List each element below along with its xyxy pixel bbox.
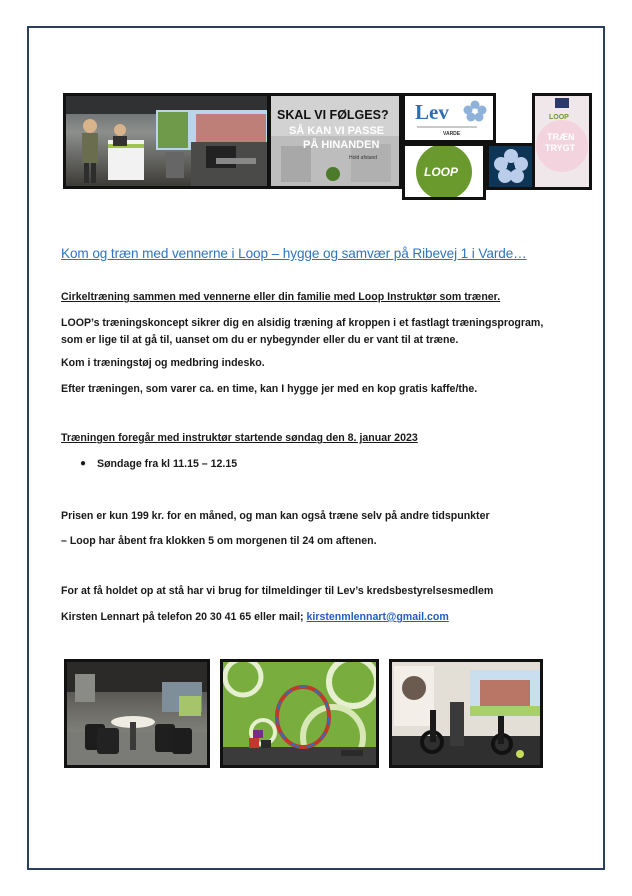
skal-vi-foelges-poster: [268, 93, 402, 189]
skal-line3: PÅ HINANDEN: [303, 139, 380, 151]
lev-subline: [417, 126, 477, 128]
cafe-area-photo: [64, 659, 210, 768]
concept-line-1: LOOP’s træningskoncept sikrer dig en alsidig træning af kroppen i et fastlagt træningsprogram,: [61, 317, 544, 329]
contact-text: Kirsten Lennart på telefon 20 30 41 65 eller mail;: [61, 611, 307, 623]
traen-brand: LOOP: [549, 114, 569, 121]
bikes-photo: [389, 659, 543, 768]
start-date-line: Træningen foregår med instruktør startende søndag den 8. januar 2023: [61, 432, 418, 444]
clothing-line: Kom i træningstøj og medbring indesko.: [61, 357, 265, 369]
traen-line2: TRYGT: [545, 143, 576, 153]
page-title: Kom og træn med vennerne i Loop – hygge og samvær på Ribevej 1 i Varde…: [61, 246, 527, 261]
coffee-line: Efter træningen, som varer ca. en time, kan I hygge jer med en kop gratis kaffe/the.: [61, 383, 478, 395]
reception-photo: [63, 93, 270, 189]
schedule-item: Søndage fra kl 11.15 – 12.15: [97, 458, 238, 470]
lev-logo: Lev: [415, 100, 449, 124]
bullet-icon: ●: [80, 458, 87, 469]
lev-logo-card: [402, 93, 496, 143]
equipment-photo: [220, 659, 379, 768]
lev-sub: VARDE: [443, 131, 461, 137]
contact-line: [61, 609, 449, 626]
concept-line-2: som er lige til at gå til, uanset om du er nybegynder eller du er vant til at træne.: [61, 334, 459, 346]
skal-small: Hold afstand: [349, 155, 378, 161]
flower-icon: [463, 100, 487, 122]
skal-line2: SÅ KAN VI PASSE: [289, 125, 385, 137]
intro-line: Cirkeltræning sammen med vennerne eller din familie med Loop Instruktør som træner.: [61, 291, 501, 303]
loop-logo-card: [402, 143, 486, 200]
traen-line1: TRÆN: [547, 132, 575, 142]
flower-icon: [489, 146, 533, 187]
flower-card: [486, 143, 536, 190]
email-link[interactable]: kirstenmlennart@gmail.com: [306, 611, 449, 623]
signup-line: For at få holdet op at stå har vi brug for tilmeldinger til Lev’s kredsbestyrelsesmedlem: [61, 585, 494, 597]
price-line: Prisen er kun 199 kr. for en måned, og man kan også træne selv på andre tidspunkter: [61, 510, 490, 522]
traen-trygt-poster: [532, 93, 592, 190]
loop-logo: LOOP: [424, 165, 459, 179]
skal-line1: SKAL VI FØLGES?: [277, 108, 389, 122]
opening-hours-line: – Loop har åbent fra klokken 5 om morgenen til 24 om aftenen.: [61, 535, 377, 547]
